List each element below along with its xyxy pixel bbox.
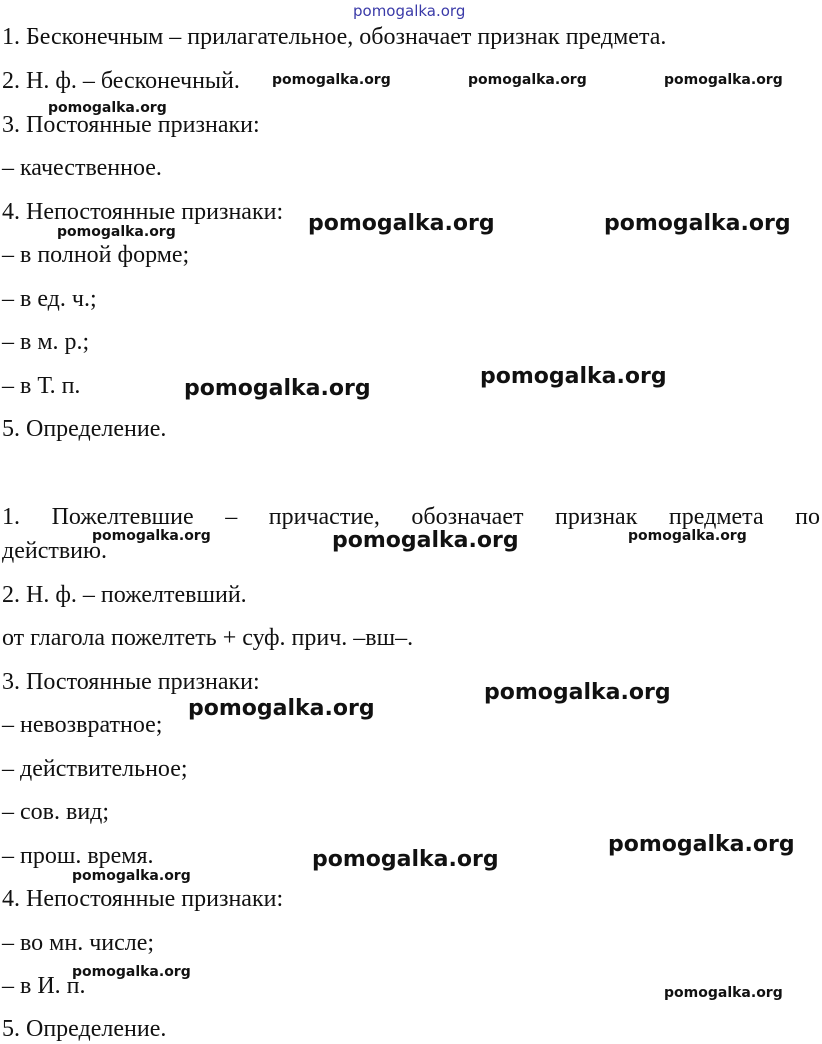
watermark: pomogalka.org (272, 72, 391, 88)
watermark: pomogalka.org (92, 528, 211, 544)
watermark: pomogalka.org (308, 211, 495, 236)
block1-line-2: 2. Н. ф. – бесконечный. (2, 68, 240, 94)
watermark: pomogalka.org (48, 100, 167, 116)
block1-line-4: – качественное. (2, 155, 162, 181)
watermark-top: pomogalka.org (353, 2, 466, 20)
block2-line-13: 5. Определение. (2, 1016, 167, 1042)
block2-line-3: 2. Н. ф. – пожелтевший. (2, 582, 247, 608)
watermark: pomogalka.org (72, 964, 191, 980)
block1-line-10: 5. Определение. (2, 416, 167, 442)
watermark: pomogalka.org (664, 72, 783, 88)
block1-line-6: – в полной форме; (2, 242, 190, 268)
block1-line-9: – в Т. п. (2, 373, 81, 399)
block2-line-4: от глагола пожелтеть + суф. прич. –вш–. (2, 625, 414, 651)
block1-line-8: – в м. р.; (2, 329, 90, 355)
watermark: pomogalka.org (312, 847, 499, 872)
watermark: pomogalka.org (184, 376, 371, 401)
watermark: pomogalka.org (188, 696, 375, 721)
watermark: pomogalka.org (72, 868, 191, 884)
block2-line-5: 3. Постоянные признаки: (2, 669, 260, 695)
block2-line-9: – прош. время. (2, 843, 154, 869)
watermark: pomogalka.org (604, 211, 791, 236)
watermark: pomogalka.org (608, 832, 795, 857)
block2-line-11: – во мн. числе; (2, 930, 155, 956)
watermark: pomogalka.org (468, 72, 587, 88)
block2-line-7: – действительное; (2, 756, 188, 782)
watermark: pomogalka.org (57, 224, 176, 240)
block1-line-5: 4. Непостоянные признаки: (2, 199, 284, 225)
watermark: pomogalka.org (664, 985, 783, 1001)
block1-line-1: 1. Бесконечным – прилагательное, обозначает признак предмета. (2, 24, 667, 50)
block2-line-6: – невозвратное; (2, 712, 163, 738)
block2-line-2: действию. (2, 538, 107, 564)
block1-line-7: – в ед. ч.; (2, 286, 97, 312)
block2-line-1: 1. Пожелтевшие – причастие, обозначает признак предмета по (2, 504, 820, 530)
watermark: pomogalka.org (332, 528, 519, 553)
block2-line-10: 4. Непостоянные признаки: (2, 886, 284, 912)
watermark: pomogalka.org (484, 680, 671, 705)
block2-line-12: – в И. п. (2, 973, 86, 999)
watermark: pomogalka.org (480, 364, 667, 389)
watermark: pomogalka.org (628, 528, 747, 544)
block2-line-8: – сов. вид; (2, 799, 110, 825)
block1-line-3: 3. Постоянные признаки: (2, 112, 260, 138)
